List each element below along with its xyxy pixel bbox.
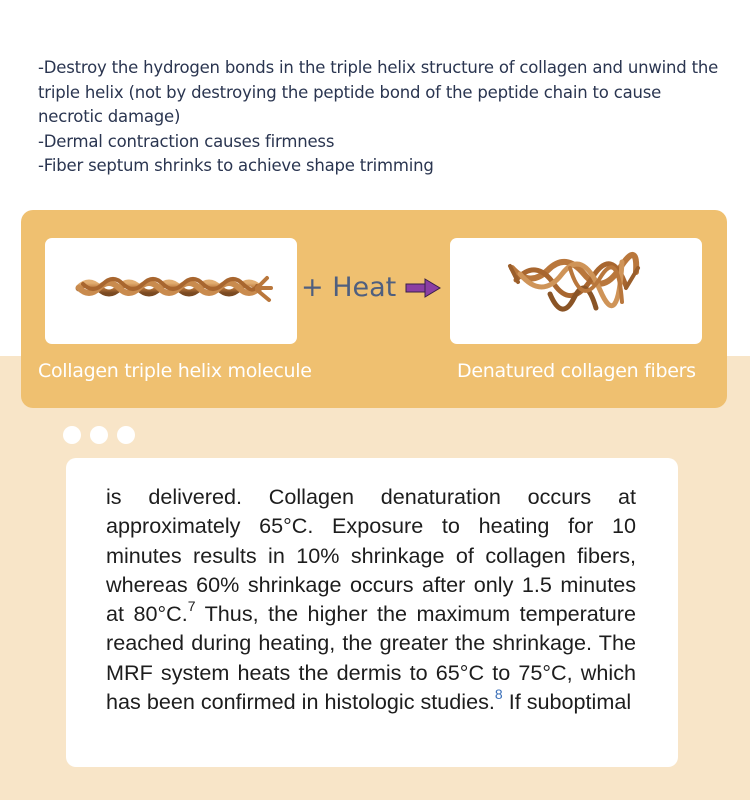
arrow-right-icon xyxy=(405,278,441,298)
dot-icon xyxy=(63,426,81,444)
intro-line: -Dermal contraction causes firmness xyxy=(38,131,335,151)
dot-icon xyxy=(117,426,135,444)
card-text-1: is delivered. Collagen denaturation occurs at approximately 65°C. Exposure to heating for 10 minutes results in 10% shrinkage of collagen fibers, whereas 60% shrinkage occurs after only 1.5 minutes at 80°C. xyxy=(106,484,636,627)
card-paragraph xyxy=(106,482,636,716)
denatured-fibers-illustration xyxy=(450,238,702,344)
intro-bullets xyxy=(38,56,728,179)
window-dots xyxy=(63,426,135,444)
reference-7: 7 xyxy=(187,598,196,614)
reference-8: 8 xyxy=(494,685,503,702)
card-text-3: If suboptimal xyxy=(502,689,632,715)
left-caption: Collagen triple helix molecule xyxy=(38,360,312,382)
card-text-2: Thus, the higher the maximum temperature reached during heating, the greater the shrinkage. The MRF system heats the dermis to 65°C to 75°C, which has been confirmed in histologic studies. xyxy=(106,601,636,715)
intro-line: -Fiber septum shrinks to achieve shape trimming xyxy=(38,156,434,175)
denatured-fibers-image-card xyxy=(450,238,702,344)
heat-label: + Heat xyxy=(301,272,397,303)
collagen-diagram-panel xyxy=(21,210,727,408)
right-caption: Denatured collagen fibers xyxy=(457,360,696,382)
text-card xyxy=(66,458,678,767)
triple-helix-illustration xyxy=(45,238,297,344)
intro-line: -Destroy the hydrogen bonds in the triple helix structure of collagen and unwind the triple helix (not by destroying the peptide bond of the peptide chain to cause necrotic damage) xyxy=(38,58,719,126)
dot-icon xyxy=(90,426,108,444)
triple-helix-image-card xyxy=(45,238,297,344)
